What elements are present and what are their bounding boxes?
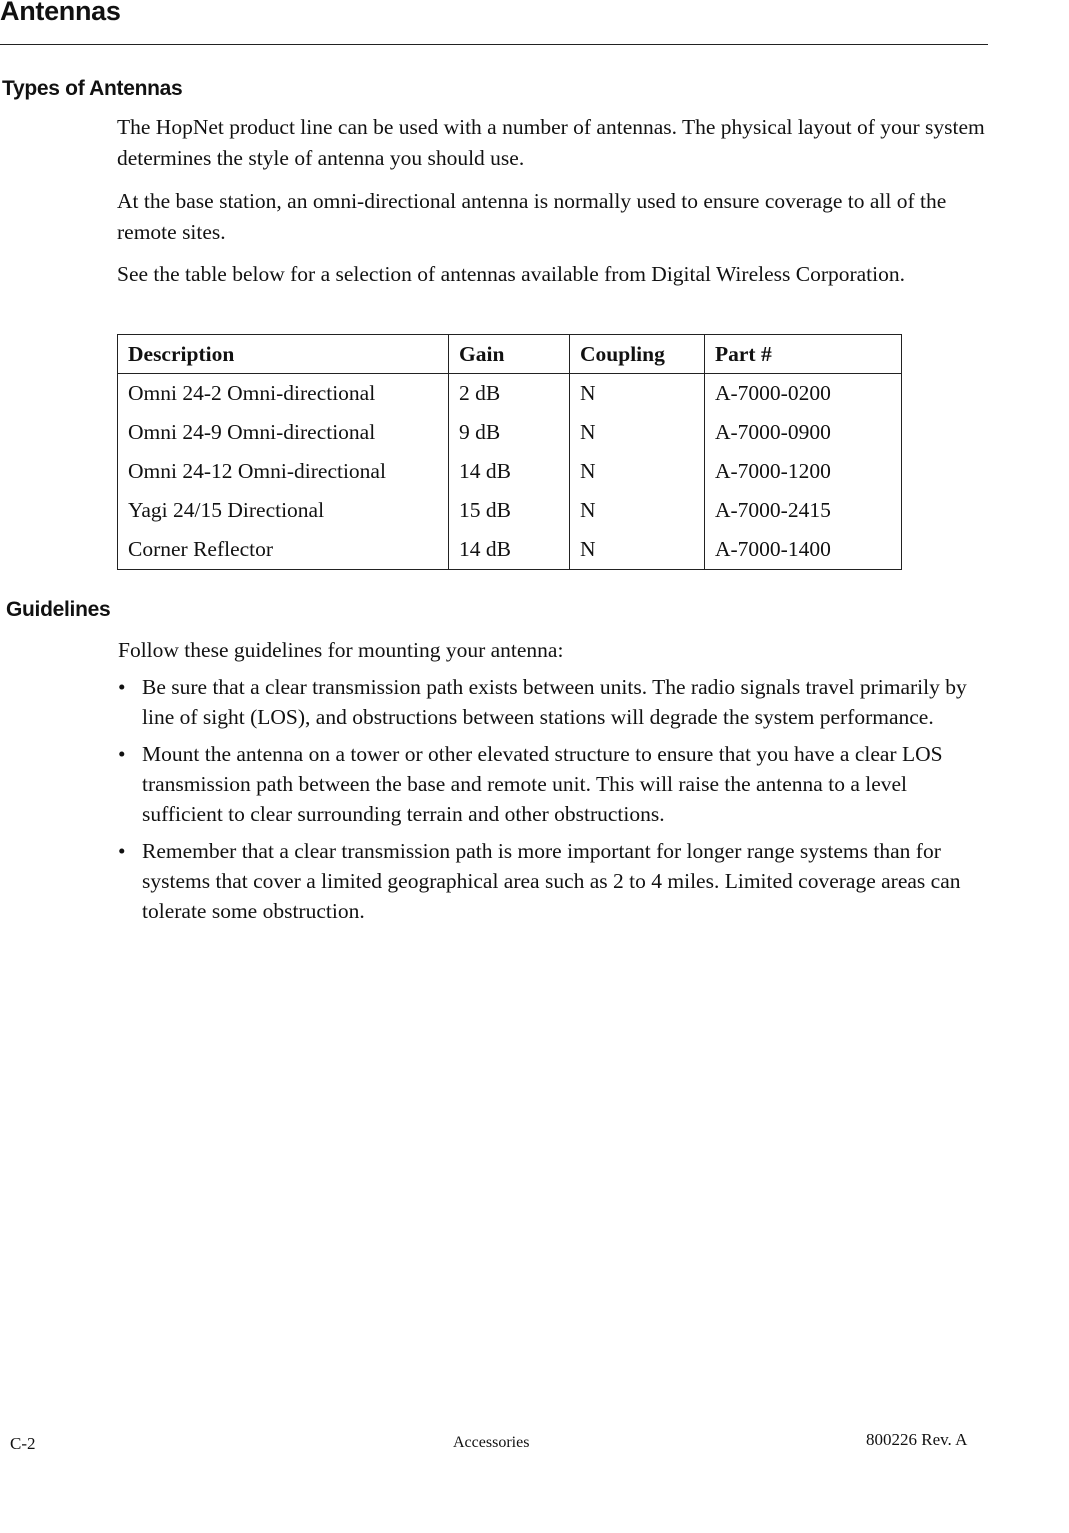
table-row — [118, 374, 902, 414]
bullet-icon: • — [118, 675, 126, 699]
table-row — [118, 452, 902, 491]
header-part-number: Part # — [705, 335, 902, 374]
cell-description: Omni 24-2 Omni-directional — [118, 374, 449, 414]
header-gain: Gain — [449, 335, 570, 374]
list-item — [118, 739, 993, 829]
header-description: Description — [118, 335, 449, 374]
table-reference-paragraph: See the table below for a selection of antennas available from Digital Wireless Corporation. — [117, 262, 906, 286]
list-item — [118, 836, 993, 926]
cell-coupling: N — [570, 413, 705, 452]
guidelines-list — [118, 672, 993, 933]
footer-revision: 800226 Rev. A — [866, 1430, 968, 1449]
cell-description: Omni 24-9 Omni-directional — [118, 413, 449, 452]
list-item — [118, 672, 993, 732]
section-heading-guidelines: Guidelines — [6, 598, 111, 621]
list-item-text: Remember that a clear transmission path is more important for longer range systems than for systems that cover a limited geographical area such as 2 to 4 miles. Limited coverage areas can tolerate some obstruction. — [142, 839, 961, 923]
cell-part-number: A-7000-0200 — [705, 374, 902, 414]
cell-description: Yagi 24/15 Directional — [118, 491, 449, 530]
cell-part-number: A-7000-0900 — [705, 413, 902, 452]
cell-gain: 9 dB — [449, 413, 570, 452]
base-station-paragraph: At the base station, an omni-directional antenna is normally used to ensure coverage to all of the remote sites. — [117, 189, 947, 244]
cell-gain: 2 dB — [449, 374, 570, 414]
cell-gain: 15 dB — [449, 491, 570, 530]
guidelines-intro: Follow these guidelines for mounting your antenna: — [118, 638, 564, 662]
section-heading-types-of-antennas: Types of Antennas — [2, 77, 183, 100]
cell-part-number: A-7000-1400 — [705, 530, 902, 570]
intro-paragraph: The HopNet product line can be used with a number of antennas. The physical layout of your system determines the style of antenna you should use. — [117, 115, 985, 170]
list-item-text: Mount the antenna on a tower or other elevated structure to ensure that you have a clear LOS transmission path between the base and remote unit. This will raise the antenna to a level sufficient to clear surrounding terrain and other obstructions. — [142, 742, 943, 826]
cell-coupling: N — [570, 374, 705, 414]
cell-coupling: N — [570, 491, 705, 530]
header-coupling: Coupling — [570, 335, 705, 374]
cell-description: Omni 24-12 Omni-directional — [118, 452, 449, 491]
table-header-row — [118, 335, 902, 374]
table-row — [118, 413, 902, 452]
footer-page-number: C-2 — [10, 1434, 36, 1453]
cell-part-number: A-7000-2415 — [705, 491, 902, 530]
antenna-table — [117, 334, 902, 570]
bullet-icon: • — [118, 839, 126, 863]
footer-section-name: Accessories — [453, 1434, 530, 1451]
page-title: Antennas — [0, 0, 121, 26]
cell-gain: 14 dB — [449, 452, 570, 491]
table-row — [118, 530, 902, 570]
cell-gain: 14 dB — [449, 530, 570, 570]
cell-coupling: N — [570, 452, 705, 491]
title-divider — [0, 44, 988, 45]
list-item-text: Be sure that a clear transmission path exists between units. The radio signals travel primarily by line of sight (LOS), and obstructions between stations will degrade the system performance. — [142, 675, 967, 729]
cell-coupling: N — [570, 530, 705, 570]
cell-description: Corner Reflector — [118, 530, 449, 570]
bullet-icon: • — [118, 742, 126, 766]
table-row — [118, 491, 902, 530]
cell-part-number: A-7000-1200 — [705, 452, 902, 491]
